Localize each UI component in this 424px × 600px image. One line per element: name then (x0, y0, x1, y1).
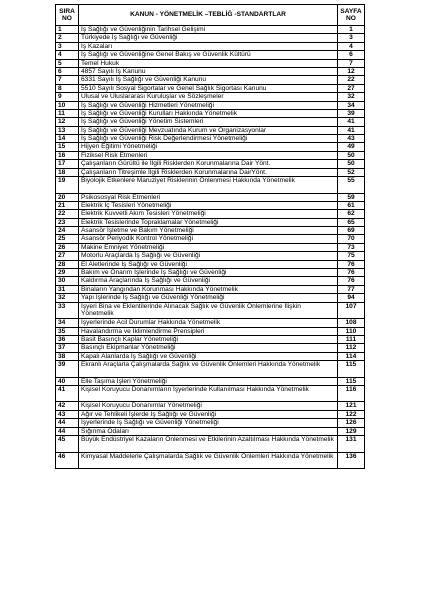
table-row (56, 210, 365, 218)
table-row (56, 109, 365, 117)
table-row (56, 26, 365, 34)
row-title: Ekranlı Araçlarla Çalışmalarda Sağlık ve Güvenlik Önlemleri Hakkında Yönetmelik (79, 361, 338, 378)
row-page-number: 73 (338, 243, 365, 251)
table-row (56, 76, 365, 84)
table-row (56, 260, 365, 268)
row-number: 44 (56, 427, 79, 435)
row-number: 18 (56, 168, 79, 176)
row-page-number: 76 (338, 277, 365, 285)
row-page-number: 136 (338, 452, 365, 469)
row-number: 24 (56, 227, 79, 235)
row-page-number: 59 (338, 193, 365, 201)
table-row (56, 402, 365, 410)
row-number: 23 (56, 218, 79, 226)
row-page-number: 107 (338, 302, 365, 319)
row-page-number: 111 (338, 335, 365, 343)
row-title: Büyük Endüstriyel Kazaların Önlenmesi ve Etkilerinin Azaltılması Hakkında Yönetmelik (79, 436, 338, 453)
row-title: İş Kazaları (79, 42, 338, 50)
table-row (56, 285, 365, 293)
row-number: 7 (56, 76, 79, 84)
row-page-number: 75 (338, 252, 365, 260)
row-title: Ulusal ve Uluslararası Kuruluşlar ve Sözleşmeler (79, 93, 338, 101)
table-row (56, 151, 365, 159)
row-title: Elektrik İç Tesisleri Yönetmeliği (79, 201, 338, 209)
row-number: 41 (56, 385, 79, 402)
table-row (56, 243, 365, 251)
table-row (56, 385, 365, 402)
row-page-number: 7 (338, 59, 365, 67)
row-number: 2 (56, 34, 79, 42)
row-number: 9 (56, 93, 79, 101)
row-number: 37 (56, 344, 79, 352)
row-page-number: 52 (338, 168, 365, 176)
row-title: Binaların Yangından Korunması Hakkında Yönetmelik (79, 285, 338, 293)
row-title: Sığınma Odaları (79, 427, 338, 435)
row-title: Biyolojik Etkenlere Maruziyet Risklerinin Önlenmesi Hakkında Yönetmelik (79, 177, 338, 194)
row-title: İşyerlerinde İş Sağlığı ve Güvenliği Yönetmeliği (79, 419, 338, 427)
row-number: 20 (56, 193, 79, 201)
row-number: 17 (56, 160, 79, 168)
table-row (56, 294, 365, 302)
table-row (56, 452, 365, 469)
row-title: 4857 Sayılı İş Kanunu (79, 67, 338, 75)
table-row (56, 118, 365, 126)
table-row (56, 302, 365, 319)
table-row (56, 419, 365, 427)
row-title: İşyeri Bina ve Eklentilerinde Alınacak Sağlık ve Güvenlik Önlemlerine İlişkin Yönetmelik (79, 302, 338, 319)
row-number: 36 (56, 335, 79, 343)
table-row (56, 135, 365, 143)
table-row (56, 42, 365, 50)
table-row (56, 377, 365, 385)
table-row (56, 193, 365, 201)
row-title: Elektrik Tesislerinde Topraklamalar Yönetmeliği (79, 218, 338, 226)
row-page-number: 115 (338, 377, 365, 385)
row-number: 10 (56, 101, 79, 109)
table-row (56, 319, 365, 327)
row-number: 22 (56, 210, 79, 218)
table-row (56, 126, 365, 134)
row-number: 19 (56, 177, 79, 194)
row-page-number: 126 (338, 419, 365, 427)
row-number: 29 (56, 269, 79, 277)
row-page-number: 50 (338, 160, 365, 168)
row-number: 8 (56, 84, 79, 92)
row-number: 11 (56, 109, 79, 117)
row-page-number: 69 (338, 227, 365, 235)
row-number: 31 (56, 285, 79, 293)
row-title: Kapalı Alanlarda İş Sağlığı ve Güvenliği (79, 352, 338, 360)
row-page-number: 94 (338, 294, 365, 302)
row-page-number: 116 (338, 385, 365, 402)
row-title: Türkiyede İş Sağlığı ve Güvenliği (79, 34, 338, 42)
table-row (56, 201, 365, 209)
table-row (56, 93, 365, 101)
row-title: Asansör Periyodik Kontrol Yönetmeliği (79, 235, 338, 243)
row-title: Çalışanların Gürültü ile İlgili Risklerden Korunmalarına Dair Yönt. (79, 160, 338, 168)
table-row (56, 361, 365, 378)
row-number: 26 (56, 243, 79, 251)
row-number: 43 (56, 410, 79, 418)
row-number: 3 (56, 42, 79, 50)
row-page-number: 77 (338, 285, 365, 293)
row-number: 16 (56, 151, 79, 159)
row-number: 30 (56, 277, 79, 285)
row-title: Elektrik Kuvvetli Akım Tesisleri Yönetmeliği (79, 210, 338, 218)
row-title: İş Sağlığı ve Güvenliği Yönetim Sistemleri (79, 118, 338, 126)
row-page-number: 55 (338, 177, 365, 194)
row-number: 14 (56, 135, 79, 143)
row-page-number: 121 (338, 402, 365, 410)
row-page-number: 50 (338, 151, 365, 159)
table-row (56, 327, 365, 335)
row-number: 28 (56, 260, 79, 268)
row-number: 35 (56, 327, 79, 335)
row-title: Ağır ve Tehlikeli İşlerde İş Sağlığı ve Güvenliği (79, 410, 338, 418)
row-number: 40 (56, 377, 79, 385)
table-row (56, 227, 365, 235)
row-number: 12 (56, 118, 79, 126)
row-number: 38 (56, 352, 79, 360)
table-row (56, 235, 365, 243)
table-row (56, 410, 365, 418)
row-page-number: 114 (338, 352, 365, 360)
row-page-number: 4 (338, 42, 365, 50)
row-number: 39 (56, 361, 79, 378)
table-row (56, 352, 365, 360)
row-number: 32 (56, 294, 79, 302)
row-title: İş Sağlığı ve Güvenliği Mevzuatında Kurum ve Organizasyonlar (79, 126, 338, 134)
row-page-number: 108 (338, 319, 365, 327)
row-title: Elle Taşıma İşleri Yönetmeliği (79, 377, 338, 385)
row-page-number: 43 (338, 135, 365, 143)
row-title: Havalandırma ve İklimlendirme Prensipleri (79, 327, 338, 335)
row-number: 27 (56, 252, 79, 260)
row-title: İş Sağlığı ve Güvenliğine Genel Bakış ve Güvenlik Kültürü (79, 51, 338, 59)
contents-table-header (56, 5, 365, 26)
table-row (56, 84, 365, 92)
table-row (56, 101, 365, 109)
table-row (56, 67, 365, 75)
column-header-no: SIRA NO (56, 5, 79, 26)
row-number: 15 (56, 143, 79, 151)
row-page-number: 49 (338, 143, 365, 151)
row-page-number: 12 (338, 67, 365, 75)
row-number: 44 (56, 419, 79, 427)
row-page-number: 76 (338, 260, 365, 268)
row-title: 5510 Sayılı Sosyal Sigortalar ve Genel Sağlık Sigortası Kanunu (79, 84, 338, 92)
row-title: İş Sağlığı ve Güvenliği Hizmetleri Yönetmeliği (79, 101, 338, 109)
row-number: 5 (56, 59, 79, 67)
row-page-number: 65 (338, 218, 365, 226)
row-page-number: 32 (338, 93, 365, 101)
row-page-number: 122 (338, 410, 365, 418)
row-title: İş Sağlığı ve Güvenliği Kurulları Hakkında Yönetmelik (79, 109, 338, 117)
row-title: Çalışanların Titreşimle İlgili Risklerden Korunmalarına DairYönt. (79, 168, 338, 176)
row-title: Hijyen Eğitimi Yönetmeliği (79, 143, 338, 151)
row-number: 42 (56, 402, 79, 410)
row-number: 1 (56, 26, 79, 34)
row-page-number: 110 (338, 327, 365, 335)
row-title: İş Sağlığı ve Güvenliği Risk Değerlendirmesi Yönetmeliği (79, 135, 338, 143)
row-page-number: 27 (338, 84, 365, 92)
row-page-number: 115 (338, 361, 365, 378)
row-title: El Aletlerinde İş Sağlığı ve Güvenliği (79, 260, 338, 268)
row-page-number: 39 (338, 109, 365, 117)
row-title: Kişisel Koruyucu Donanımlar Yönetmeliği (79, 402, 338, 410)
row-page-number: 76 (338, 269, 365, 277)
column-header-page: SAYFA NO (338, 5, 365, 26)
row-title: 6331 Sayılı İş Sağlığı ve Güvenliği Kanunu (79, 76, 338, 84)
row-page-number: 22 (338, 76, 365, 84)
row-number: 25 (56, 235, 79, 243)
row-number: 13 (56, 126, 79, 134)
table-row (56, 34, 365, 42)
table-row (56, 168, 365, 176)
row-number: 4 (56, 51, 79, 59)
row-title: Bakım ve Onarım İşlerinde İş Sağlığı ve Güvenliği (79, 269, 338, 277)
row-title: Fiziksel Risk Etmenleri (79, 151, 338, 159)
row-page-number: 70 (338, 235, 365, 243)
table-row (56, 269, 365, 277)
row-number: 34 (56, 319, 79, 327)
header-row (56, 5, 365, 26)
table-row (56, 177, 365, 194)
row-number: 33 (56, 302, 79, 319)
row-number: 21 (56, 201, 79, 209)
row-title: Kaldırma Araçlarında İş Sağlığı ve Güvenliği (79, 277, 338, 285)
row-page-number: 41 (338, 126, 365, 134)
contents-table-body (56, 26, 365, 469)
row-page-number: 6 (338, 51, 365, 59)
row-title: Psikososyal Risk Etmenleri (79, 193, 338, 201)
row-title: İşyerlerinde Acil Durumlar Hakkında Yönetmelik (79, 319, 338, 327)
table-row (56, 344, 365, 352)
row-title: İş Sağlığı ve Güvenliğinin Tarihsel Gelişimi (79, 26, 338, 34)
table-row (56, 436, 365, 453)
row-number: 6 (56, 67, 79, 75)
table-row (56, 427, 365, 435)
contents-table (55, 4, 365, 469)
table-row (56, 335, 365, 343)
row-title: Yapı İşlerinde İş Sağlığı ve Güvenliği Yönetmeliği (79, 294, 338, 302)
column-header-title: KANUN - YÖNETMELİK –TEBLİĞ -STANDARTLAR (79, 5, 338, 26)
row-page-number: 3 (338, 34, 365, 42)
row-title: Makine Emniyet Yönetmeliği (79, 243, 338, 251)
row-number: 45 (56, 436, 79, 453)
row-title: Basit Basınçlı Kaplar Yönetmeliği (79, 335, 338, 343)
table-row (56, 59, 365, 67)
row-page-number: 1 (338, 26, 365, 34)
row-title: Temel Hukuk (79, 59, 338, 67)
row-title: Kimyasal Maddelerle Çalışmalarda Sağlık ve Güvenlik Önlemleri Hakkında Yönetmelik (79, 452, 338, 469)
row-page-number: 62 (338, 210, 365, 218)
row-page-number: 61 (338, 201, 365, 209)
row-title: Motorlu Araçlarda İş Sağlığı ve Güvenliği (79, 252, 338, 260)
row-page-number: 34 (338, 101, 365, 109)
row-page-number: 131 (338, 436, 365, 453)
row-page-number: 129 (338, 427, 365, 435)
table-row (56, 51, 365, 59)
row-page-number: 41 (338, 118, 365, 126)
table-row (56, 277, 365, 285)
row-title: Basınçlı Ekipmanlar Yönetmeliği (79, 344, 338, 352)
row-page-number: 112 (338, 344, 365, 352)
row-number: 46 (56, 452, 79, 469)
row-title: Asansör İşletme ve Bakım Yönetmeliği (79, 227, 338, 235)
table-row (56, 252, 365, 260)
table-row (56, 160, 365, 168)
table-row (56, 218, 365, 226)
table-row (56, 143, 365, 151)
row-title: Kişisel Koruyucu Donanımların İşyerlerinde Kullanılması Hakkında Yönetmelik (79, 385, 338, 402)
